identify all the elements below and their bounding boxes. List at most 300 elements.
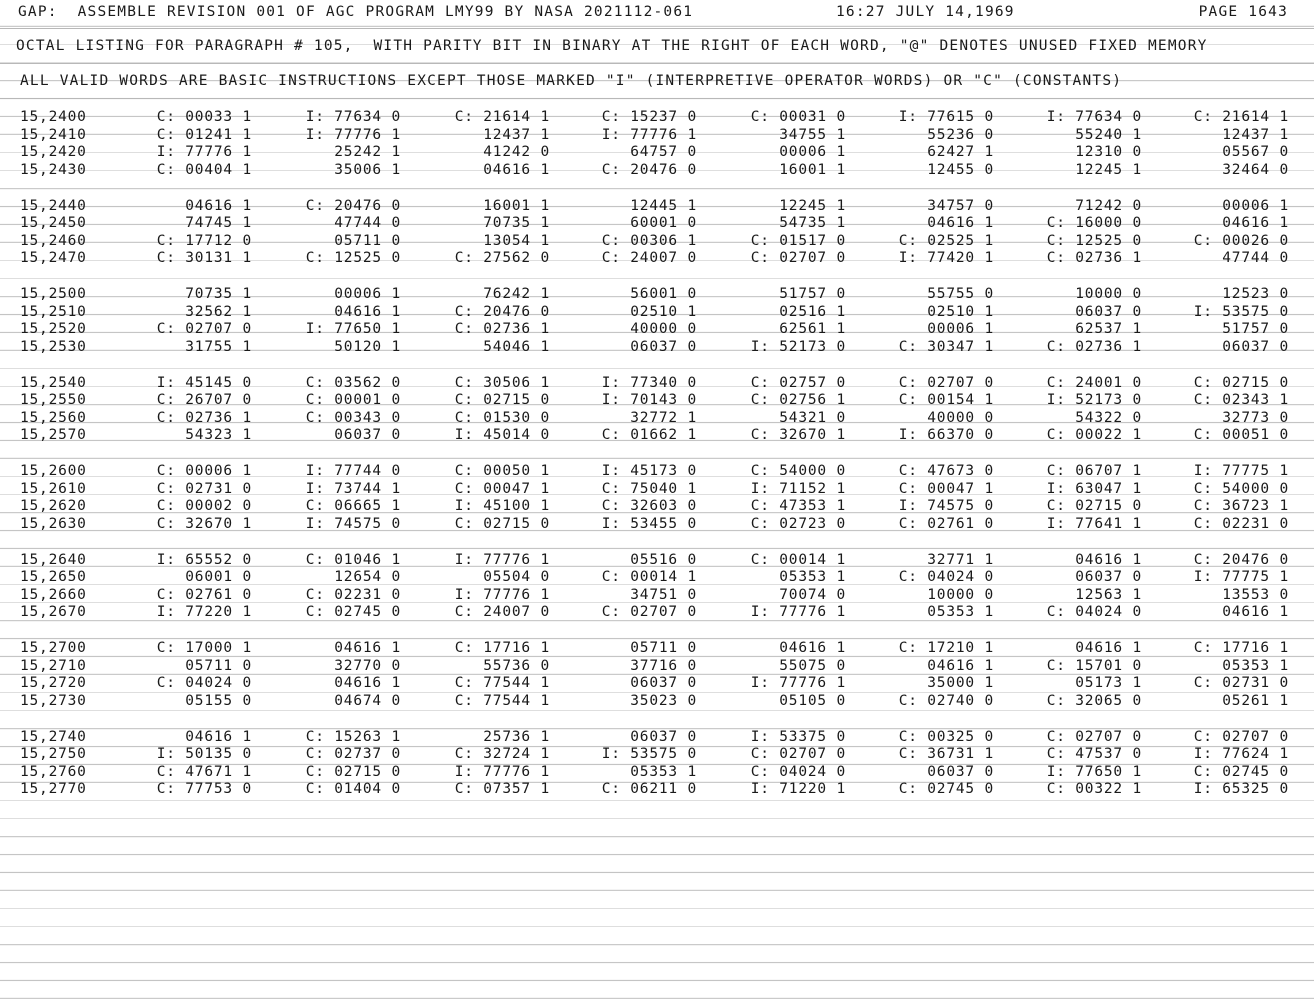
octal-word: 04616 1 <box>334 303 401 320</box>
assembly-title: GAP: ASSEMBLE REVISION 001 OF AGC PROGRAM LMY99 BY NASA 2021112-061 <box>18 4 694 20</box>
memory-address: 15,2770 <box>20 781 87 798</box>
octal-word: C: 30347 1 <box>898 338 994 355</box>
octal-word: 12654 0 <box>334 569 401 586</box>
octal-word: C: 02740 0 <box>898 692 994 709</box>
octal-word: 05155 0 <box>185 692 252 709</box>
octal-word: 54321 0 <box>779 409 846 426</box>
octal-word: 34751 0 <box>630 586 697 603</box>
listing-row <box>0 675 1314 693</box>
octal-word: I: 77776 1 <box>750 675 846 692</box>
octal-word: C: 02707 0 <box>156 321 252 338</box>
octal-word: 12445 1 <box>630 197 697 214</box>
octal-word: C: 02715 0 <box>1046 498 1142 515</box>
listing-row <box>0 215 1314 233</box>
listing-row <box>0 463 1314 481</box>
listing-row <box>0 729 1314 747</box>
octal-word: 35023 0 <box>630 692 697 709</box>
octal-word: I: 65325 0 <box>1193 781 1289 798</box>
octal-word: I: 74575 0 <box>305 515 401 532</box>
memory-address: 15,2670 <box>20 604 87 621</box>
memory-address: 15,2630 <box>20 515 87 532</box>
memory-address: 15,2740 <box>20 728 87 745</box>
octal-word: 04616 1 <box>927 657 994 674</box>
octal-word: C: 02707 0 <box>898 374 994 391</box>
octal-word: C: 03562 0 <box>305 374 401 391</box>
octal-word: 37716 0 <box>630 657 697 674</box>
divider <box>0 98 1314 99</box>
octal-word: 05516 0 <box>630 551 697 568</box>
octal-word: C: 02745 0 <box>1193 763 1289 780</box>
octal-word: 54735 1 <box>779 215 846 232</box>
octal-word: C: 00033 1 <box>156 109 252 125</box>
memory-address: 15,2550 <box>20 392 87 409</box>
octal-word: I: 77615 0 <box>898 109 994 125</box>
octal-word: 64757 0 <box>630 144 697 161</box>
octal-word: C: 27562 0 <box>454 250 550 267</box>
octal-word: 54323 1 <box>185 427 252 444</box>
listing-row <box>0 375 1314 393</box>
octal-word: C: 20476 0 <box>454 303 550 320</box>
memory-address: 15,2710 <box>20 657 87 674</box>
octal-word: 06037 0 <box>630 728 697 745</box>
octal-word: I: 77776 1 <box>454 551 550 568</box>
octal-word: C: 02761 0 <box>898 515 994 532</box>
memory-address: 15,2760 <box>20 763 87 780</box>
octal-word: 04616 1 <box>334 640 401 656</box>
octal-word: 05353 1 <box>630 763 697 780</box>
octal-word: C: 47673 0 <box>898 463 994 479</box>
octal-word: 70074 0 <box>779 586 846 603</box>
octal-word: 12523 0 <box>1222 286 1289 302</box>
octal-word: 12563 1 <box>1075 586 1142 603</box>
octal-word: 12245 1 <box>1075 161 1142 178</box>
octal-word: C: 01530 0 <box>454 409 550 426</box>
octal-word: C: 00047 1 <box>898 480 994 497</box>
octal-word: C: 20476 0 <box>601 161 697 178</box>
octal-word: I: 52173 0 <box>1046 392 1142 409</box>
octal-word: 04616 1 <box>334 675 401 692</box>
memory-address: 15,2450 <box>20 215 87 232</box>
octal-word: 32562 1 <box>185 303 252 320</box>
octal-word: C: 12525 0 <box>1046 232 1142 249</box>
octal-word: C: 20476 0 <box>305 197 401 214</box>
memory-address: 15,2600 <box>20 463 87 479</box>
octal-word: C: 00026 0 <box>1193 232 1289 249</box>
octal-word: 04616 1 <box>1222 215 1289 232</box>
octal-word: 55736 0 <box>483 657 550 674</box>
memory-address: 15,2700 <box>20 640 87 656</box>
octal-word: C: 47353 1 <box>750 498 846 515</box>
memory-address: 15,2560 <box>20 409 87 426</box>
octal-word: I: 77775 1 <box>1193 463 1289 479</box>
octal-word: C: 00006 1 <box>156 463 252 479</box>
legend-note: ALL VALID WORDS ARE BASIC INSTRUCTIONS EXCEPT THOSE MARKED "I" (INTERPRETIVE OPERATOR WORDS) OR "C" (CONSTANTS) <box>20 73 1123 89</box>
octal-word: 55755 0 <box>927 286 994 302</box>
octal-word: 05711 0 <box>334 232 401 249</box>
octal-word: C: 00001 0 <box>305 392 401 409</box>
octal-word: 05567 0 <box>1222 144 1289 161</box>
listing-row <box>0 339 1314 357</box>
octal-word: C: 15237 0 <box>601 109 697 125</box>
octal-word: 10000 0 <box>927 586 994 603</box>
octal-word: 40000 0 <box>630 321 697 338</box>
listing-row <box>0 498 1314 516</box>
octal-word: 00006 1 <box>1222 197 1289 214</box>
octal-word: 06037 0 <box>630 675 697 692</box>
memory-address: 15,2440 <box>20 197 87 214</box>
octal-word: C: 17000 1 <box>156 640 252 656</box>
octal-word: I: 77340 0 <box>601 374 697 391</box>
octal-word: I: 77650 1 <box>305 321 401 338</box>
octal-word: I: 63047 1 <box>1046 480 1142 497</box>
octal-word: C: 02736 1 <box>454 321 550 338</box>
listing-row <box>0 304 1314 322</box>
octal-word: 41242 0 <box>483 144 550 161</box>
octal-word: 00006 1 <box>927 321 994 338</box>
listing-row <box>0 693 1314 711</box>
octal-word: 02510 1 <box>927 303 994 320</box>
octal-word: 06037 0 <box>1075 303 1142 320</box>
memory-address: 15,2520 <box>20 321 87 338</box>
octal-word: C: 00322 1 <box>1046 781 1142 798</box>
octal-word: C: 00050 1 <box>454 463 550 479</box>
octal-word: C: 01046 1 <box>305 551 401 568</box>
listing-row <box>0 781 1314 799</box>
octal-word: 06037 0 <box>1222 338 1289 355</box>
octal-word: I: 77220 1 <box>156 604 252 621</box>
octal-word: 12310 0 <box>1075 144 1142 161</box>
octal-word: C: 02723 0 <box>750 515 846 532</box>
address-block <box>0 640 1314 729</box>
octal-word: C: 02231 0 <box>1193 515 1289 532</box>
octal-word: 04616 1 <box>185 197 252 214</box>
memory-address: 15,2400 <box>20 109 87 125</box>
octal-word: I: 52173 0 <box>750 338 846 355</box>
address-block <box>0 109 1314 198</box>
octal-word: 05173 1 <box>1075 675 1142 692</box>
listing-row <box>0 286 1314 304</box>
octal-word: C: 00325 0 <box>898 728 994 745</box>
octal-word: C: 02715 0 <box>305 763 401 780</box>
octal-word: 05105 0 <box>779 692 846 709</box>
octal-word: 55075 0 <box>779 657 846 674</box>
octal-word: 02516 1 <box>779 303 846 320</box>
octal-word: C: 06211 0 <box>601 781 697 798</box>
octal-word: I: 77420 1 <box>898 250 994 267</box>
memory-address: 15,2530 <box>20 338 87 355</box>
octal-word: C: 02756 1 <box>750 392 846 409</box>
octal-word: C: 02745 0 <box>898 781 994 798</box>
octal-word: 62561 1 <box>779 321 846 338</box>
octal-word: C: 01241 1 <box>156 126 252 143</box>
listing-row <box>0 764 1314 782</box>
octal-word: C: 02745 0 <box>305 604 401 621</box>
octal-word: C: 02707 0 <box>1193 728 1289 745</box>
octal-word: C: 77544 1 <box>454 675 550 692</box>
octal-word: I: 73744 1 <box>305 480 401 497</box>
octal-word: 55236 0 <box>927 126 994 143</box>
octal-word: C: 21614 1 <box>454 109 550 125</box>
octal-word: C: 32065 0 <box>1046 692 1142 709</box>
divider <box>0 28 1314 29</box>
octal-word: I: 77641 1 <box>1046 515 1142 532</box>
octal-word: C: 75040 1 <box>601 480 697 497</box>
octal-word: C: 32670 1 <box>156 515 252 532</box>
octal-word: 55240 1 <box>1075 126 1142 143</box>
octal-word: 04616 1 <box>927 215 994 232</box>
octal-word: 34757 0 <box>927 197 994 214</box>
octal-word: C: 47537 0 <box>1046 746 1142 763</box>
address-block <box>0 375 1314 464</box>
octal-word: I: 66370 0 <box>898 427 994 444</box>
octal-word: 71242 0 <box>1075 197 1142 214</box>
listing-row <box>0 640 1314 658</box>
octal-word: C: 04024 0 <box>898 569 994 586</box>
octal-word: C: 00051 0 <box>1193 427 1289 444</box>
memory-address: 15,2610 <box>20 480 87 497</box>
listing-row <box>0 109 1314 127</box>
octal-word: 25736 1 <box>483 728 550 745</box>
address-block <box>0 463 1314 552</box>
octal-word: 04616 1 <box>1075 551 1142 568</box>
listing-row <box>0 481 1314 499</box>
listing-row <box>0 321 1314 339</box>
octal-word: 05711 0 <box>185 657 252 674</box>
octal-word: 56001 0 <box>630 286 697 302</box>
octal-word: 05353 1 <box>927 604 994 621</box>
octal-word: 32773 0 <box>1222 409 1289 426</box>
octal-word: I: 77650 1 <box>1046 763 1142 780</box>
octal-word: 31755 1 <box>185 338 252 355</box>
octal-word: C: 01662 1 <box>601 427 697 444</box>
octal-word: C: 54000 0 <box>1193 480 1289 497</box>
memory-address: 15,2750 <box>20 746 87 763</box>
octal-word: 04616 1 <box>779 640 846 656</box>
octal-word: C: 02707 0 <box>601 604 697 621</box>
octal-word: C: 02715 0 <box>1193 374 1289 391</box>
octal-word: 06037 0 <box>630 338 697 355</box>
octal-word: C: 77544 1 <box>454 692 550 709</box>
octal-word: 12245 1 <box>779 197 846 214</box>
listing-row <box>0 658 1314 676</box>
listing-row <box>0 144 1314 162</box>
octal-word: 47744 0 <box>334 215 401 232</box>
octal-word: C: 01517 0 <box>750 232 846 249</box>
assembly-timestamp: 16:27 JULY 14,1969 <box>836 4 1015 20</box>
octal-word: C: 02715 0 <box>454 515 550 532</box>
memory-address: 15,2570 <box>20 427 87 444</box>
octal-word: C: 24007 0 <box>454 604 550 621</box>
address-block <box>0 198 1314 287</box>
listing-row <box>0 552 1314 570</box>
listing-row <box>0 746 1314 764</box>
octal-word: 16001 1 <box>483 197 550 214</box>
octal-word: 25242 1 <box>334 144 401 161</box>
octal-word: 04616 1 <box>1222 604 1289 621</box>
octal-word: 51757 0 <box>779 286 846 302</box>
octal-word: 12437 1 <box>483 126 550 143</box>
divider <box>0 63 1314 64</box>
octal-word: 50120 1 <box>334 338 401 355</box>
octal-word: I: 45145 0 <box>156 374 252 391</box>
listing-row <box>0 162 1314 180</box>
octal-word: I: 45014 0 <box>454 427 550 444</box>
memory-address: 15,2500 <box>20 286 87 302</box>
octal-word: 04616 1 <box>483 161 550 178</box>
octal-word: C: 00306 1 <box>601 232 697 249</box>
octal-word: C: 02343 1 <box>1193 392 1289 409</box>
octal-word: 06037 0 <box>1075 569 1142 586</box>
octal-word: C: 17716 1 <box>1193 640 1289 656</box>
octal-word: I: 71152 1 <box>750 480 846 497</box>
listing-row <box>0 233 1314 251</box>
octal-word: 35000 1 <box>927 675 994 692</box>
octal-word: 00006 1 <box>334 286 401 302</box>
octal-word: I: 45100 1 <box>454 498 550 515</box>
octal-word: 13054 1 <box>483 232 550 249</box>
octal-word: 13553 0 <box>1222 586 1289 603</box>
octal-word: C: 02731 0 <box>1193 675 1289 692</box>
listing-description: OCTAL LISTING FOR PARAGRAPH # 105, WITH PARITY BIT IN BINARY AT THE RIGHT OF EACH WORD, "@" DENOTES UNUSED FIXED MEMORY <box>16 38 1208 54</box>
memory-address: 15,2460 <box>20 232 87 249</box>
memory-address: 15,2510 <box>20 303 87 320</box>
octal-word: C: 21614 1 <box>1193 109 1289 125</box>
octal-word: I: 53455 0 <box>601 515 697 532</box>
octal-word: C: 00022 1 <box>1046 427 1142 444</box>
octal-word: C: 02707 0 <box>750 746 846 763</box>
octal-word: C: 00154 1 <box>898 392 994 409</box>
octal-word: I: 77776 1 <box>454 763 550 780</box>
listing-row <box>0 587 1314 605</box>
octal-word: 47744 0 <box>1222 250 1289 267</box>
octal-word: 62537 1 <box>1075 321 1142 338</box>
octal-word: C: 06707 1 <box>1046 463 1142 479</box>
octal-word: I: 70143 0 <box>601 392 697 409</box>
octal-word: 40000 0 <box>927 409 994 426</box>
octal-word: C: 17210 1 <box>898 640 994 656</box>
octal-word: C: 02736 1 <box>1046 338 1142 355</box>
octal-word: I: 77744 0 <box>305 463 401 479</box>
address-block <box>0 552 1314 641</box>
memory-address: 15,2660 <box>20 586 87 603</box>
octal-word: C: 06665 1 <box>305 498 401 515</box>
listing-row <box>0 198 1314 216</box>
octal-listing <box>0 109 1314 817</box>
octal-word: C: 04024 0 <box>1046 604 1142 621</box>
memory-address: 15,2470 <box>20 250 87 267</box>
octal-word: C: 17712 0 <box>156 232 252 249</box>
octal-word: C: 01404 0 <box>305 781 401 798</box>
octal-word: C: 02707 0 <box>750 250 846 267</box>
listing-row <box>0 516 1314 534</box>
octal-word: I: 77624 1 <box>1193 746 1289 763</box>
octal-word: C: 32670 1 <box>750 427 846 444</box>
octal-word: C: 15263 1 <box>305 728 401 745</box>
octal-word: C: 12525 0 <box>305 250 401 267</box>
memory-address: 15,2650 <box>20 569 87 586</box>
octal-word: C: 00014 1 <box>601 569 697 586</box>
octal-word: I: 77776 1 <box>601 126 697 143</box>
octal-word: I: 71220 1 <box>750 781 846 798</box>
octal-word: C: 00404 1 <box>156 161 252 178</box>
octal-word: C: 02707 0 <box>1046 728 1142 745</box>
octal-word: 06001 0 <box>185 569 252 586</box>
octal-word: C: 02231 0 <box>305 586 401 603</box>
octal-word: I: 65552 0 <box>156 551 252 568</box>
octal-word: 60001 0 <box>630 215 697 232</box>
octal-word: 35006 1 <box>334 161 401 178</box>
octal-word: 32772 1 <box>630 409 697 426</box>
octal-word: C: 20476 0 <box>1193 551 1289 568</box>
octal-word: C: 47671 1 <box>156 763 252 780</box>
octal-word: C: 32724 1 <box>454 746 550 763</box>
octal-word: C: 36731 1 <box>898 746 994 763</box>
memory-address: 15,2620 <box>20 498 87 515</box>
octal-word: C: 36723 1 <box>1193 498 1289 515</box>
octal-word: 74745 1 <box>185 215 252 232</box>
listing-row <box>0 410 1314 428</box>
memory-address: 15,2730 <box>20 692 87 709</box>
octal-word: C: 02757 0 <box>750 374 846 391</box>
listing-row <box>0 392 1314 410</box>
octal-word: 00006 1 <box>779 144 846 161</box>
octal-word: C: 15701 0 <box>1046 657 1142 674</box>
octal-word: 04616 1 <box>1075 640 1142 656</box>
octal-word: I: 77776 1 <box>750 604 846 621</box>
octal-word: C: 02737 0 <box>305 746 401 763</box>
octal-word: C: 00047 1 <box>454 480 550 497</box>
octal-word: 05504 0 <box>483 569 550 586</box>
octal-word: C: 26707 0 <box>156 392 252 409</box>
octal-word: C: 30131 1 <box>156 250 252 267</box>
octal-word: 54322 0 <box>1075 409 1142 426</box>
octal-word: 62427 1 <box>927 144 994 161</box>
octal-word: 10000 0 <box>1075 286 1142 302</box>
octal-word: C: 04024 0 <box>156 675 252 692</box>
octal-word: C: 77753 0 <box>156 781 252 798</box>
page-number: PAGE 1643 <box>1198 4 1288 20</box>
octal-word: I: 53575 0 <box>601 746 697 763</box>
octal-word: 05353 1 <box>779 569 846 586</box>
octal-word: C: 17716 1 <box>454 640 550 656</box>
octal-word: C: 00343 0 <box>305 409 401 426</box>
octal-word: 06037 0 <box>334 427 401 444</box>
memory-address: 15,2410 <box>20 126 87 143</box>
octal-word: I: 77775 1 <box>1193 569 1289 586</box>
octal-word: C: 07357 1 <box>454 781 550 798</box>
octal-word: I: 50135 0 <box>156 746 252 763</box>
octal-word: 76242 1 <box>483 286 550 302</box>
octal-word: 06037 0 <box>927 763 994 780</box>
octal-word: C: 24007 0 <box>601 250 697 267</box>
octal-word: I: 77634 0 <box>1046 109 1142 125</box>
octal-word: 12455 0 <box>927 161 994 178</box>
octal-word: C: 02736 1 <box>1046 250 1142 267</box>
octal-word: C: 16000 0 <box>1046 215 1142 232</box>
octal-word: I: 53375 0 <box>750 728 846 745</box>
octal-word: 05711 0 <box>630 640 697 656</box>
octal-word: I: 74575 0 <box>898 498 994 515</box>
octal-word: I: 77776 1 <box>156 144 252 161</box>
listing-row <box>0 569 1314 587</box>
octal-word: 04616 1 <box>185 728 252 745</box>
octal-word: C: 02715 0 <box>454 392 550 409</box>
octal-word: I: 77776 1 <box>454 586 550 603</box>
octal-word: 70735 1 <box>483 215 550 232</box>
octal-word: C: 00014 1 <box>750 551 846 568</box>
octal-word: C: 30506 1 <box>454 374 550 391</box>
listing-row <box>0 604 1314 622</box>
